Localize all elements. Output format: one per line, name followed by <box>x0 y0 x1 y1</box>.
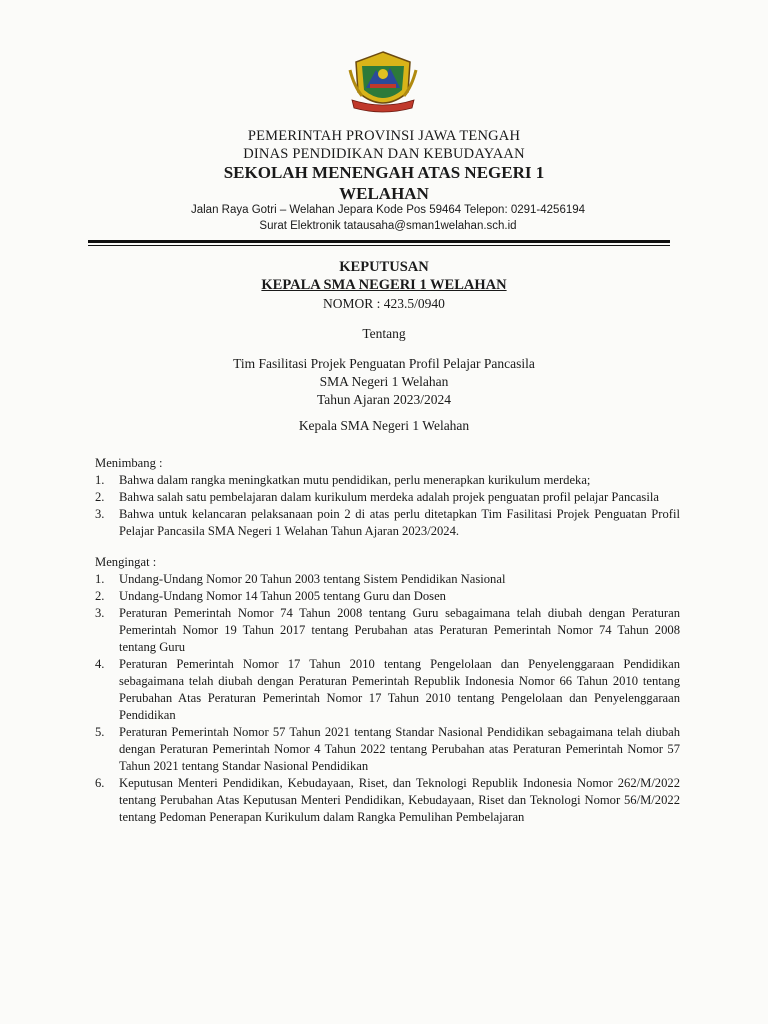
letterhead-government: PEMERINTAH PROVINSI JAWA TENGAH <box>247 128 521 144</box>
item-number: 1. <box>95 473 105 487</box>
item-text: Bahwa dalam rangka meningkatkan mutu pendidikan, perlu menerapkan kurikulum merdeka; <box>119 473 591 487</box>
decree-subject-line1: Tim Fasilitasi Projek Penguatan Profil Pelajar Pancasila <box>233 356 535 371</box>
menimbang-heading: Menimbang : <box>95 456 163 470</box>
letterhead-address: Jalan Raya Gotri – Welahan Jepara Kode Pos 59464 Telepon: 0291-4256194 <box>190 204 586 216</box>
letterhead-department: DINAS PENDIDIKAN DAN KEBUDAYAAN <box>243 146 525 162</box>
letterhead-rule-thick <box>88 240 670 243</box>
decree-subject-line3: Tahun Ajaran 2023/2024 <box>316 392 452 407</box>
item-number: 4. <box>95 657 105 671</box>
item-number: 1. <box>95 572 105 586</box>
decree-heading: KEPUTUSAN <box>339 259 429 275</box>
item-text: Bahwa untuk kelancaran pelaksanaan poin 2 di atas perlu ditetapkan Tim Fasilitasi Projek Penguatan Profil Pelajar Pancasila SMA Negeri 1 Welahan Tahun Ajaran 2023/2024. <box>119 507 680 538</box>
item-number: 3. <box>95 507 105 521</box>
item-text: Peraturan Pemerintah Nomor 57 Tahun 2021 tentang Standar Nasional Pendidikan sebagaimana telah diubah dengan Peraturan Pemerintah Nomor 4 Tahun 2022 tentang Perubahan atas Peraturan Pemerintah Nomor 57 Tahun 2021 tentang Standar Nasional Pendidikan <box>119 725 680 773</box>
mengingat-list <box>95 571 680 826</box>
letterhead-rule-thin <box>88 245 670 246</box>
item-number: 3. <box>95 606 105 620</box>
item-text: Undang-Undang Nomor 20 Tahun 2003 tentang Sistem Pendidikan Nasional <box>119 572 506 586</box>
list-item <box>95 775 680 826</box>
decree-body <box>95 455 680 826</box>
list-item <box>95 724 680 775</box>
decree-number: NOMOR : 423.5/0940 <box>323 296 445 311</box>
item-text: Undang-Undang Nomor 14 Tahun 2005 tentang Guru dan Dosen <box>119 589 446 603</box>
mengingat-heading: Mengingat : <box>95 555 157 569</box>
decree-about: Tentang <box>362 326 406 341</box>
list-item <box>95 588 680 605</box>
menimbang-list <box>95 472 680 540</box>
central-java-coat-of-arms-icon <box>348 50 418 116</box>
list-item <box>95 489 680 506</box>
list-item <box>95 472 680 489</box>
decree-subject-line2: SMA Negeri 1 Welahan <box>319 374 449 389</box>
item-text: Bahwa salah satu pembelajaran dalam kurikulum merdeka adalah projek penguatan profil pelajar Pancasila <box>119 490 659 504</box>
list-item <box>95 656 680 724</box>
decree-issuer: KEPALA SMA NEGERI 1 WELAHAN <box>261 277 507 293</box>
item-number: 2. <box>95 589 105 603</box>
item-number: 5. <box>95 725 105 739</box>
item-text: Keputusan Menteri Pendidikan, Kebudayaan, Riset, dan Teknologi Republik Indonesia Nomor 262/M/2022 tentang Perubahan Atas Keputusan Menteri Pendidikan, Kebudayaan, Riset dan Teknologi Nomor 56/M/2022 tentang Pedoman Penerapan Kurikulum dalam Rangka Pemulihan Pembelajaran <box>119 776 680 824</box>
item-text: Peraturan Pemerintah Nomor 17 Tahun 2010 tentang Pengelolaan dan Penyelenggaraan Pendidikan sebagaimana telah diubah dengan Peraturan Pemerintah Republik Indonesia Nomor 66 Tahun 2010 tentang Perubahan Atas Peraturan Pemerintah Nomor 17 Tahun 2010 tentang Pengelolaan dan Penyelenggaraan Pendidikan <box>119 657 680 722</box>
decree-authority: Kepala SMA Negeri 1 Welahan <box>298 418 470 433</box>
letterhead-school-name: SEKOLAH MENENGAH ATAS NEGERI 1 <box>223 163 545 182</box>
list-item <box>95 506 680 540</box>
letterhead-school-town: WELAHAN <box>339 184 429 203</box>
item-text: Peraturan Pemerintah Nomor 74 Tahun 2008 tentang Guru sebagaimana telah diubah dengan Peraturan Pemerintah Nomor 19 Tahun 2017 tentang Perubahan atas Peraturan Pemerintah Nomor 74 Tahun 2008 tentang Guru <box>119 606 680 654</box>
letterhead-email: Surat Elektronik tatausaha@sman1welahan.sch.id <box>259 220 517 232</box>
list-item <box>95 571 680 588</box>
item-number: 2. <box>95 490 105 504</box>
section-spacer <box>95 540 680 554</box>
list-item <box>95 605 680 656</box>
item-number: 6. <box>95 776 105 790</box>
